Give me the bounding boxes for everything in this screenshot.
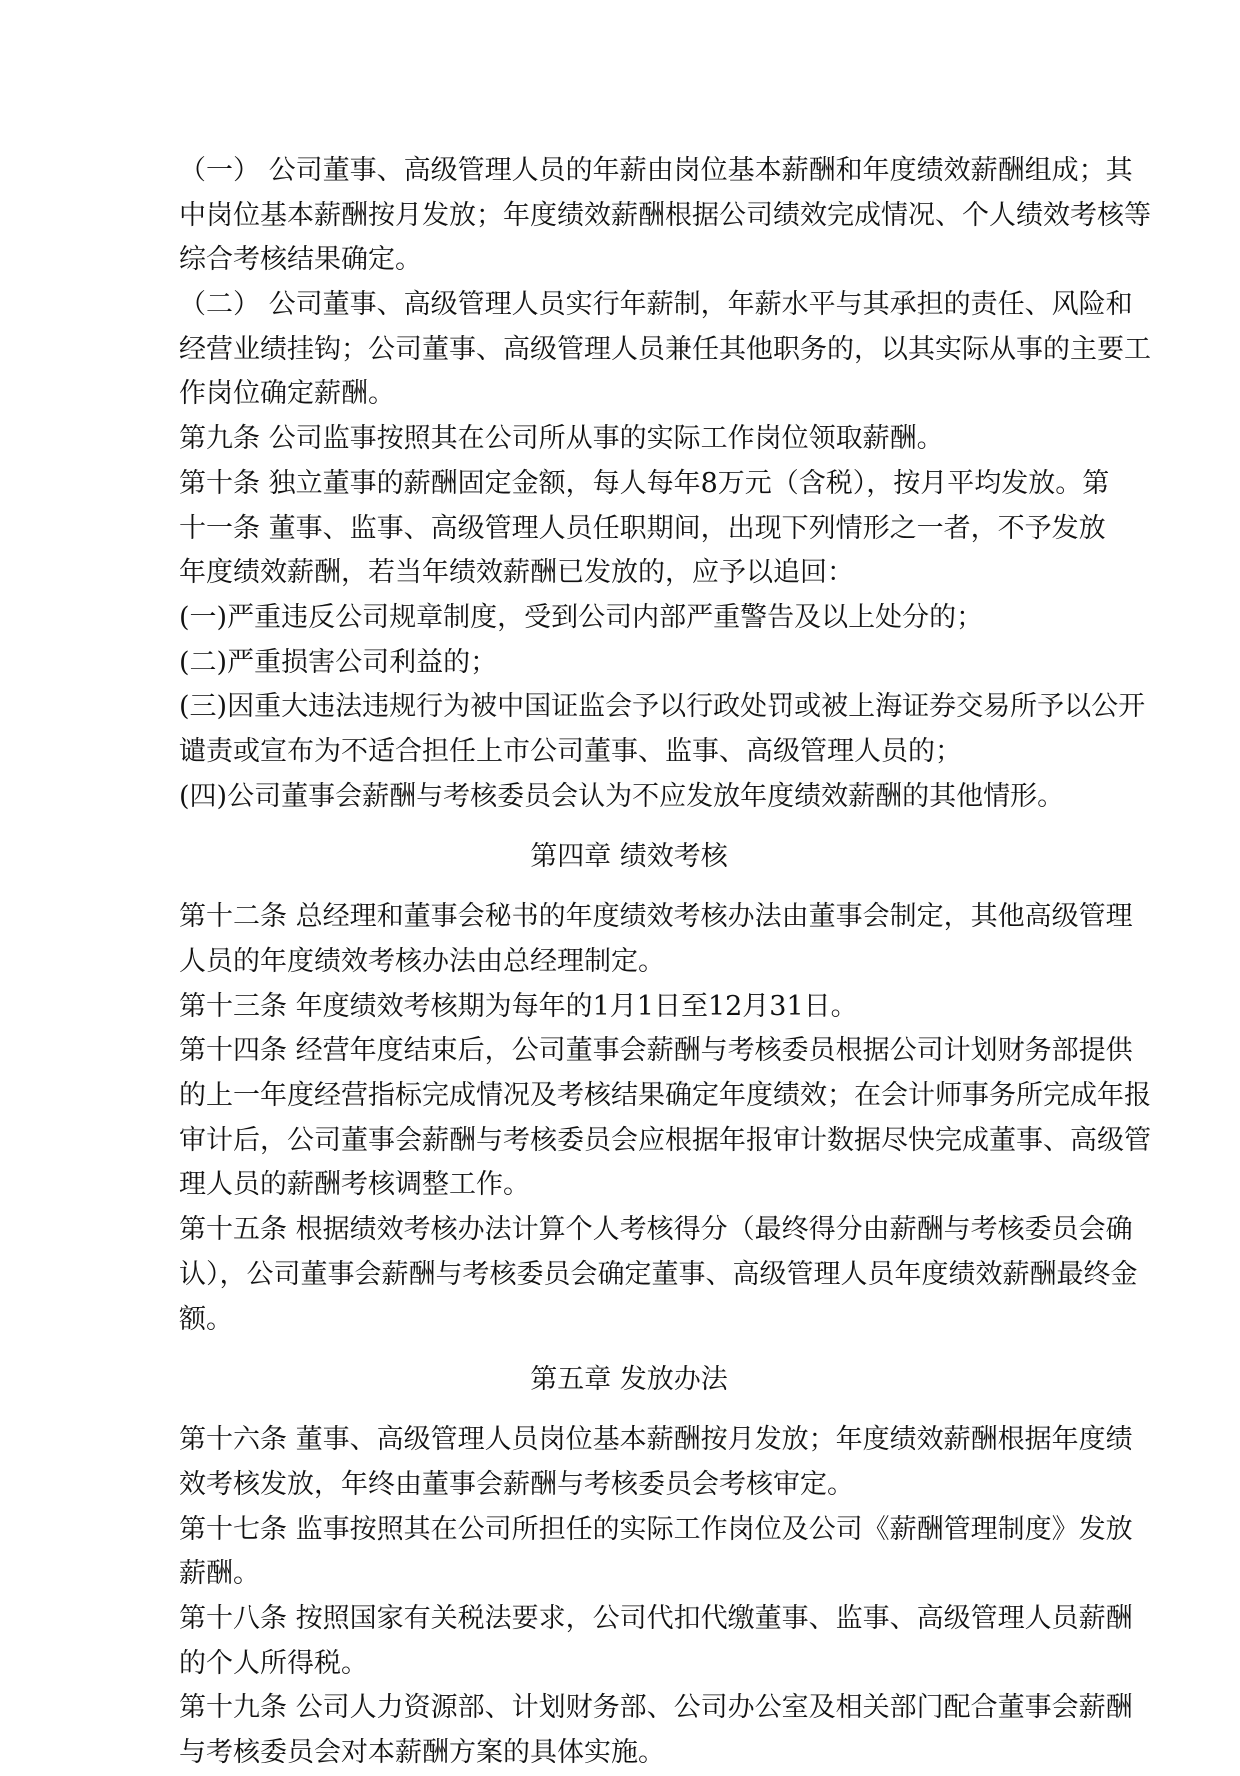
article-paragraph: [179, 1508, 1133, 1597]
text-line: 谴责或宣布为不适合担任上市公司董事、监事、高级管理人员的；: [179, 735, 962, 767]
article-paragraph: [179, 1597, 1133, 1686]
chapter-heading: 第四章 绩效考核: [530, 841, 728, 873]
text-line: 认），公司董事会薪酬与考核委员会确定董事、高级管理人员年度绩效薪酬最终金: [179, 1258, 1138, 1290]
text-line: (四)公司董事会薪酬与考核委员会认为不应发放年度绩效薪酬的其他情形。: [179, 780, 1065, 812]
article-paragraph: [179, 641, 1079, 686]
text-line: 第十五条 根据绩效考核办法计算个人考核得分（最终得分由薪酬与考核委员会确: [179, 1214, 1133, 1246]
text-line: 综合考核结果确定。: [179, 244, 422, 276]
text-line: 年度绩效薪酬，若当年绩效薪酬已发放的，应予以追回：: [179, 557, 854, 589]
text-line: 作岗位确定薪酬。: [179, 378, 395, 410]
article-paragraph: [179, 417, 1079, 462]
text-line: 薪酬。: [179, 1558, 260, 1590]
article-paragraph: [179, 775, 1079, 820]
text-line: （二） 公司董事、高级管理人员实行年薪制，年薪水平与其承担的责任、风险和: [179, 289, 1133, 321]
text-line: 第九条 公司监事按照其在公司所从事的实际工作岗位领取薪酬。: [179, 423, 944, 455]
text-line: 第十二条 总经理和董事会秘书的年度绩效考核办法由董事会制定，其他高级管理: [179, 901, 1133, 933]
article-paragraph: [179, 1418, 1133, 1507]
text-line: 理人员的薪酬考核调整工作。: [179, 1169, 530, 1201]
text-line: 审计后，公司董事会薪酬与考核委员会应根据年报审计数据尽快完成董事、高级管: [179, 1124, 1151, 1156]
document-page: [179, 149, 1151, 1776]
text-line: 与考核委员会对本薪酬方案的具体实施。: [179, 1737, 665, 1768]
text-line: 人员的年度绩效考核办法由总经理制定。: [179, 946, 665, 977]
text-line: 的上一年度经营指标完成情况及考核结果确定年度绩效；在会计师事务所完成年报: [179, 1080, 1151, 1112]
text-line: 效考核发放，年终由董事会薪酬与考核委员会考核审定。: [179, 1468, 854, 1500]
chapter-heading: 第五章 发放办法: [530, 1364, 728, 1396]
text-line: 十一条 董事、监事、高级管理人员任职期间，出现下列情形之一者，不予发放: [179, 512, 1106, 544]
article-paragraph: [179, 283, 1151, 417]
text-line: 第十四条 经营年度结束后，公司董事会薪酬与考核委员根据公司计划财务部提供: [179, 1035, 1133, 1067]
text-line: 的个人所得税。: [179, 1647, 368, 1679]
text-line: 第十八条 按照国家有关税法要求，公司代扣代缴董事、监事、高级管理人员薪酬: [179, 1602, 1133, 1634]
text-line: （一） 公司董事、高级管理人员的年薪由岗位基本薪酬和年度绩效薪酬组成；其: [179, 155, 1133, 186]
article-paragraph: [179, 1029, 1151, 1208]
text-line: (一)严重违反公司规章制度，受到公司内部严重警告及以上处分的；: [179, 601, 984, 633]
article-paragraph: [179, 1686, 1133, 1775]
text-line: (三)因重大违法违规行为被中国证监会予以行政处罚或被上海证券交易所予以公开: [179, 691, 1146, 723]
text-line: 第十七条 监事按照其在公司所担任的实际工作岗位及公司《薪酬管理制度》发放: [179, 1513, 1133, 1545]
text-line: 第十六条 董事、高级管理人员岗位基本薪酬按月发放；年度绩效薪酬根据年度绩: [179, 1424, 1133, 1456]
article-paragraph: [179, 462, 1110, 596]
text-line: 经营业绩挂钩；公司董事、高级管理人员兼任其他职务的，以其实际从事的主要工: [179, 333, 1151, 365]
article-paragraph: [179, 685, 1146, 774]
text-line: 中岗位基本薪酬按月发放；年度绩效薪酬根据公司绩效完成情况、个人绩效考核等: [179, 199, 1151, 231]
text-line: 第十条 独立董事的薪酬固定金额，每人每年8万元（含税），按月平均发放。第: [179, 467, 1110, 499]
article-paragraph: [179, 149, 1151, 283]
article-paragraph: [179, 1208, 1138, 1342]
text-line: 第十九条 公司人力资源部、计划财务部、公司办公室及相关部门配合董事会薪酬: [179, 1692, 1133, 1724]
text-line: 额。: [179, 1303, 233, 1335]
article-paragraph: [179, 895, 1133, 984]
article-paragraph: [179, 985, 1079, 1030]
article-paragraph: [179, 596, 1079, 641]
text-line: (二)严重损害公司利益的；: [179, 646, 498, 678]
text-line: 第十三条 年度绩效考核期为每年的1月1日至12月31日。: [179, 990, 858, 1022]
